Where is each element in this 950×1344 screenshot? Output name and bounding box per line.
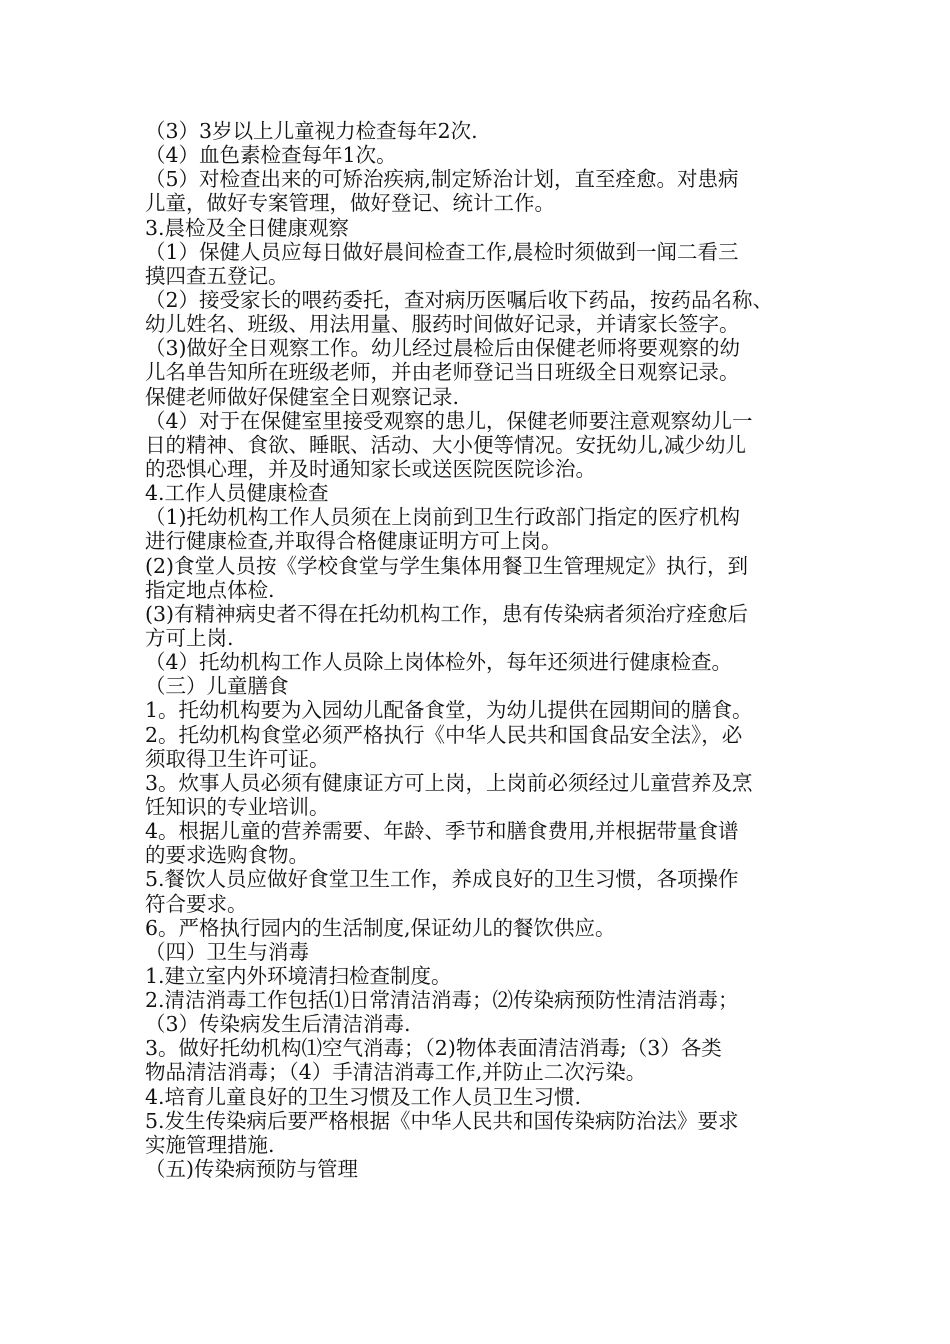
text-line: （4）对于在保健室里接受观察的患儿，保健老师要注意观察幼儿一 <box>145 408 753 433</box>
section-heading: （五)传染病预防与管理 <box>145 1157 358 1182</box>
text-line: 3。炊事人员必须有健康证方可上岗，上岗前必须经过儿童营养及烹 <box>145 770 753 795</box>
text-line: （1)托幼机构工作人员须在上岗前到卫生行政部门指定的医疗机构 <box>145 505 741 530</box>
text-line: （1）保健人员应每日做好晨间检查工作,晨检时须做到一闻二看三 <box>145 239 739 264</box>
text-line: （4）血色素检查每年1次。 <box>145 143 397 168</box>
text-line: 实施管理措施. <box>145 1132 275 1157</box>
text-line: 的要求选购食物。 <box>145 843 309 868</box>
text-line: 符合要求。 <box>145 891 248 916</box>
text-line: 幼儿姓名、班级、用法用量、服药时间做好记录，并请家长签字。 <box>145 312 740 337</box>
text-line: 4.培育儿童良好的卫生习惯及工作人员卫生习惯. <box>145 1084 582 1109</box>
text-line: 保健老师做好保健室全日观察记录. <box>145 384 460 409</box>
text-line: 4。根据儿童的营养需要、年龄、季节和膳食费用,并根据带量食谱 <box>145 819 739 844</box>
text-line: 2.清洁消毒工作包括⑴日常清洁消毒；⑵传染病预防性清洁消毒； <box>145 988 739 1013</box>
text-line: 须取得卫生许可证。 <box>145 746 330 771</box>
text-line: 儿名单告知所在班级老师，并由老师登记当日班级全日观察记录。 <box>145 360 740 385</box>
text-line: 摸四查五登记。 <box>145 263 289 288</box>
text-line: 1。托幼机构要为入园幼儿配备食堂，为幼儿提供在园期间的膳食。 <box>145 698 753 723</box>
text-line: 5.发生传染病后要严格根据《中华人民共和国传染病防治法》要求 <box>145 1108 739 1133</box>
text-line: （3）传染病发生后清洁消毒. <box>145 1012 411 1037</box>
text-line: 儿童，做好专案管理，做好登记、统计工作。 <box>145 191 555 216</box>
text-line: （2）接受家长的喂药委托，查对病历医嘱后收下药品，按药品名称、 <box>145 287 774 312</box>
text-line: 指定地点体检. <box>145 577 275 602</box>
section-heading: （三）儿童膳食 <box>145 674 289 699</box>
text-line: 2。托幼机构食堂必须严格执行《中华人民共和国食品安全法》，必 <box>145 722 743 747</box>
text-line: （4）托幼机构工作人员除上岗体检外，每年还须进行健康检查。 <box>145 650 733 675</box>
text-line: 3。做好托幼机构⑴空气消毒；（2)物体表面清洁消毒;（3）各类 <box>145 1036 722 1061</box>
text-line: 进行健康检查,并取得合格健康证明方可上岗。 <box>145 529 562 554</box>
text-line: （5）对检查出来的可矫治疾病,制定矫治计划，直至痊愈。对患病 <box>145 167 739 192</box>
text-line: 方可上岗. <box>145 625 234 650</box>
section-heading: 3.晨检及全日健康观察 <box>145 215 350 240</box>
text-line: 6。严格执行园内的生活制度,保证幼儿的餐饮供应。 <box>145 915 616 940</box>
text-line: 饪知识的专业培训。 <box>145 794 330 819</box>
text-line: 1.建立室内外环境清扫检查制度。 <box>145 963 452 988</box>
section-heading: 4.工作人员健康检查 <box>145 481 329 506</box>
text-line: 日的精神、食欲、睡眠、活动、大小便等情况。安抚幼儿,减少幼儿 <box>145 432 747 457</box>
text-line: 物品清洁消毒；（4）手清洁消毒工作,并防止二次污染。 <box>145 1060 647 1085</box>
text-line: 5.餐饮人员应做好食堂卫生工作，养成良好的卫生习惯，各项操作 <box>145 867 739 892</box>
section-heading: （四）卫生与消毒 <box>145 939 309 964</box>
text-line: (2)食堂人员按《学校食堂与学生集体用餐卫生管理规定》执行，到 <box>145 553 749 578</box>
document-body <box>145 119 835 1181</box>
text-line: (3)有精神病史者不得在托幼机构工作，患有传染病者须治疗痊愈后 <box>145 601 749 626</box>
text-line: 的恐惧心理，并及时通知家长或送医院医院诊治。 <box>145 456 596 481</box>
text-line: （3)做好全日观察工作。幼儿经过晨检后由保健老师将要观察的幼 <box>145 336 741 361</box>
text-line: （3）3岁以上儿童视力检查每年2次. <box>145 119 478 143</box>
